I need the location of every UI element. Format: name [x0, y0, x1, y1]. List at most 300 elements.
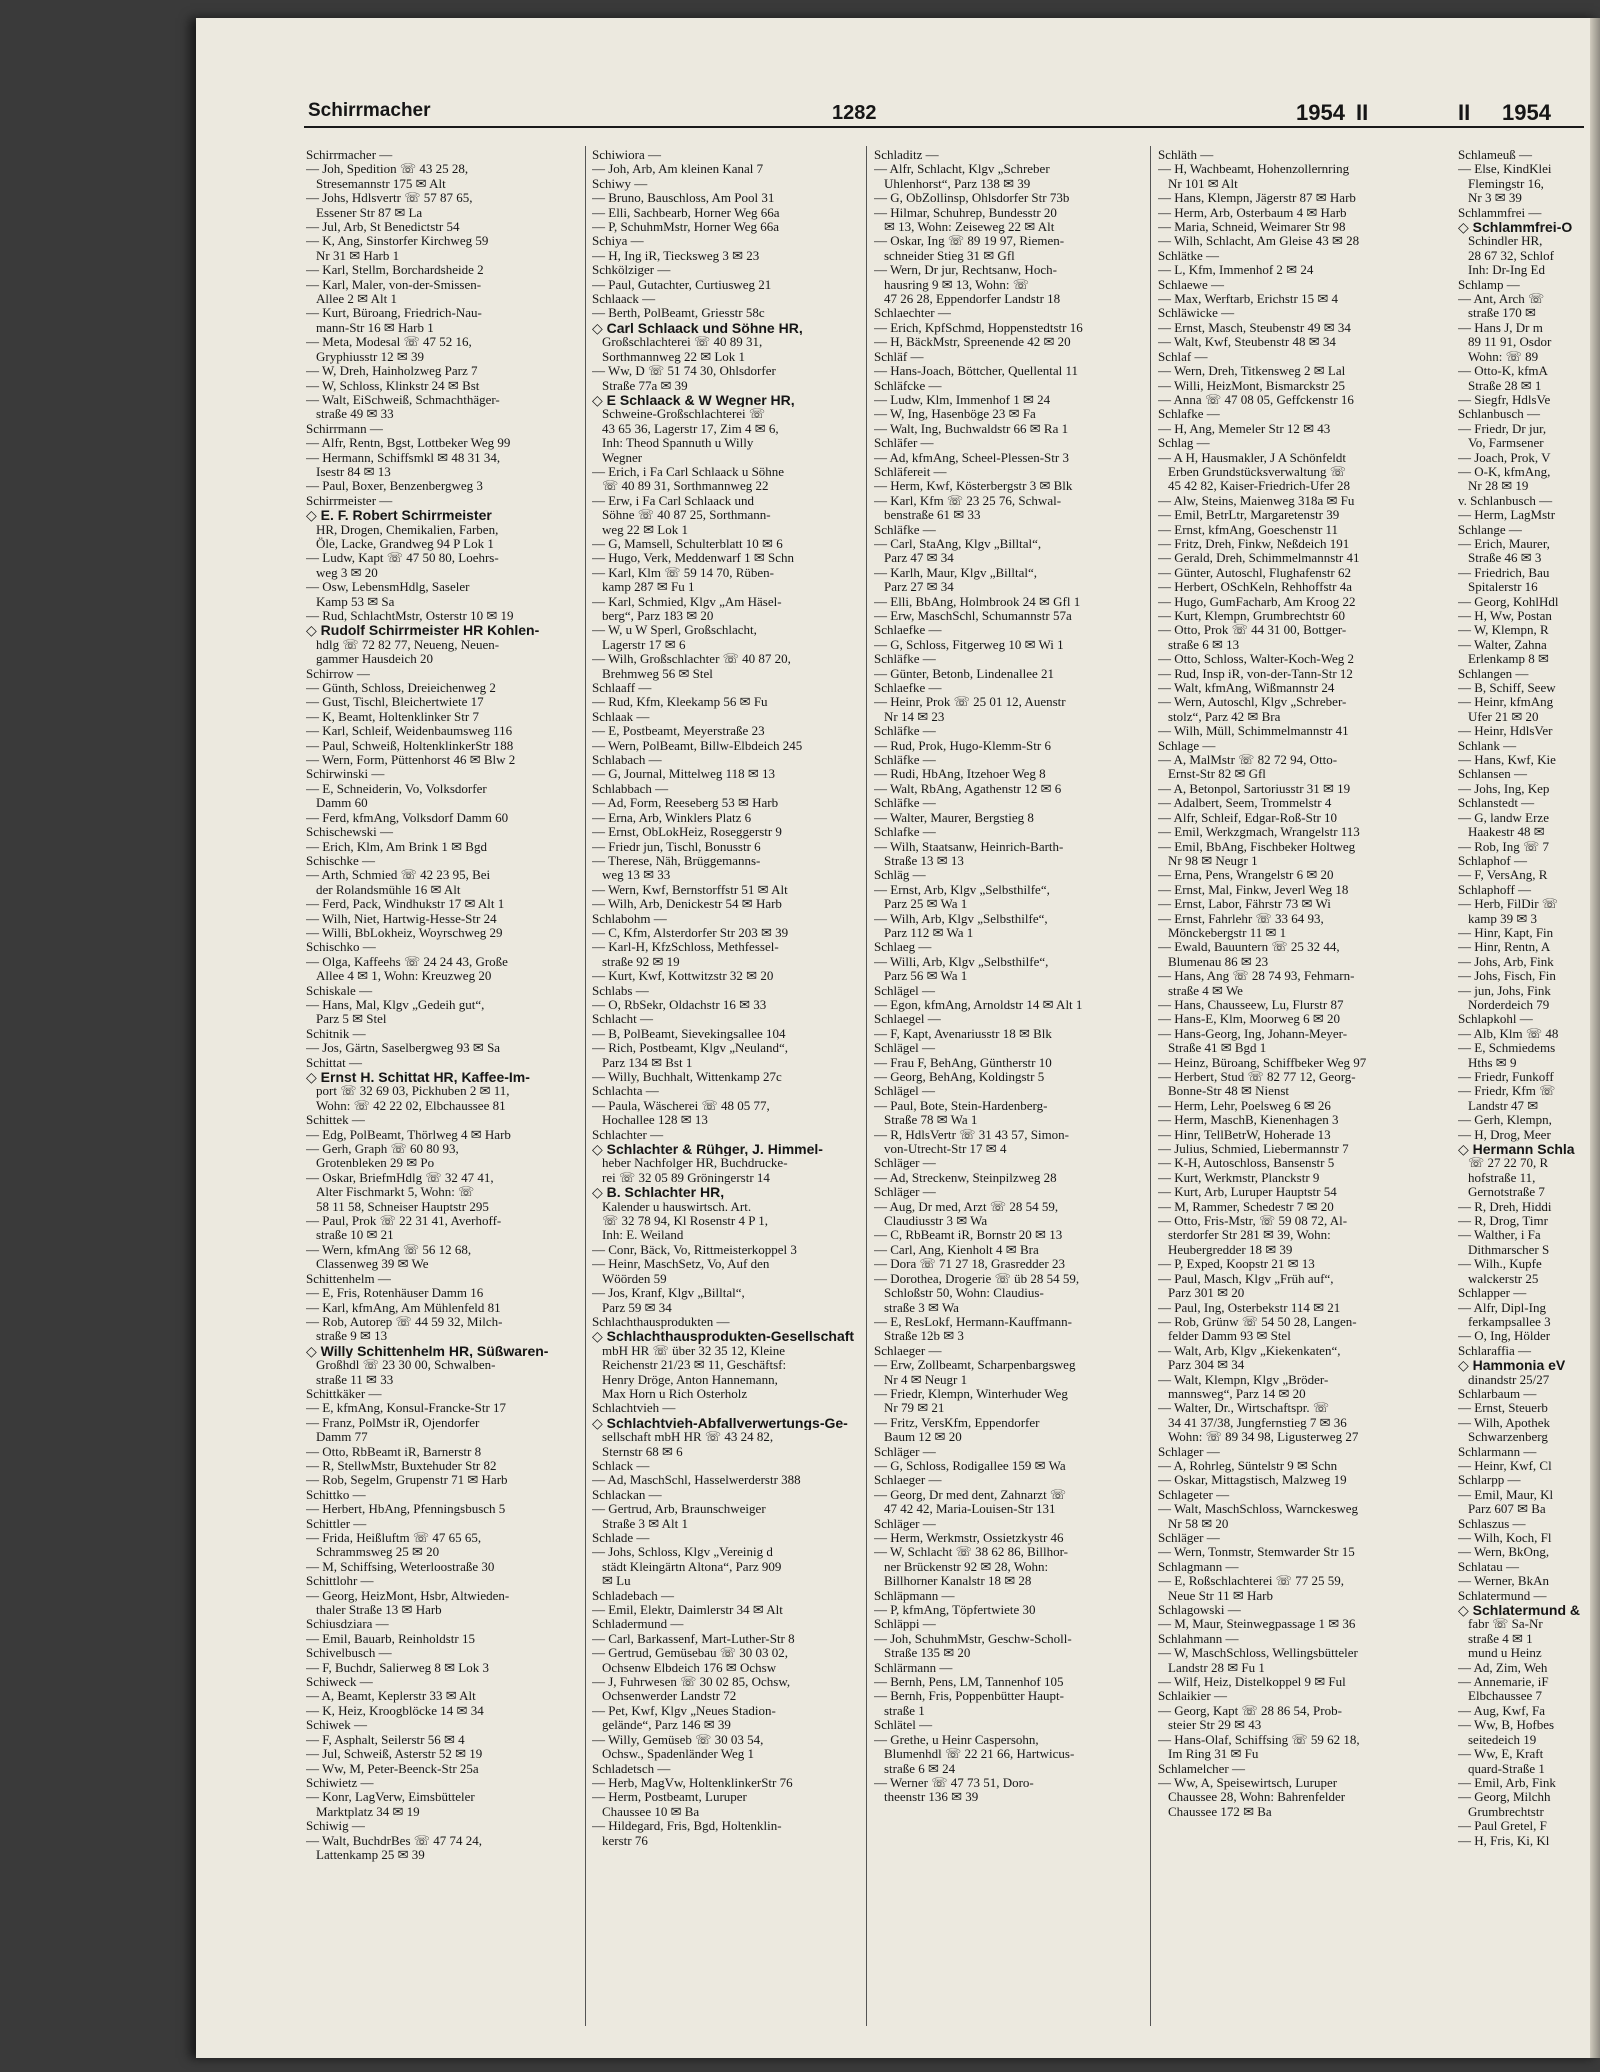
directory-entry: Schlack —: [592, 1458, 650, 1473]
directory-entry: Schlaeger —: [874, 1343, 942, 1358]
directory-entry: — Alfr, Dipl-Ing: [1458, 1300, 1546, 1315]
directory-entry: — Hugo, GumFacharb, Am Kroog 22: [1158, 594, 1356, 609]
directory-entry: — Rich, Postbeamt, Klgv „Neuland“,: [592, 1041, 789, 1056]
directory-entry: — Gerh, Graph ☏ 60 80 93,: [306, 1142, 459, 1157]
directory-entry: — G, Journal, Mittelweg 118 ✉ 13: [592, 767, 776, 782]
directory-entry: — Hans, Kwf, Kie: [1458, 753, 1556, 768]
directory-entry: — Kurt, Werkmstr, Planckstr 9: [1158, 1170, 1320, 1185]
directory-entry: ◇ Hermann Schla: [1458, 1142, 1575, 1157]
directory-entry: Billhorner Kanalstr 18 ✉ 28: [884, 1574, 1032, 1589]
directory-entry: — Osw, LebensmHdlg, Saseler: [306, 580, 470, 595]
directory-entry: — Hinr, TellBetrW, Hoherade 13: [1158, 1127, 1331, 1142]
directory-entry: — Walter, Dr., Wirtschaftspr. ☏: [1158, 1401, 1330, 1416]
directory-entry: Schlabohm —: [592, 911, 667, 926]
directory-entry: — Ad, Zim, Weh: [1458, 1660, 1548, 1675]
directory-entry: — Hans-Olaf, Schiffsing ☏ 59 62 18,: [1158, 1732, 1360, 1747]
directory-entry: — Otto, Schloss, Walter-Koch-Weg 2: [1158, 652, 1354, 667]
directory-entry: 28 67 32, Schlof: [1468, 248, 1554, 263]
directory-entry: Lattenkamp 25 ✉ 39: [316, 1847, 425, 1862]
directory-entry: Schlafke —: [1158, 407, 1220, 422]
directory-entry: mannsweg“, Parz 14 ✉ 20: [1168, 1386, 1306, 1401]
directory-entry: — Rob, Ing ☏ 7: [1458, 839, 1550, 854]
directory-entry: Chaussee 10 ✉ Ba: [602, 1804, 700, 1819]
directory-entry: Nr 31 ✉ Harb 1: [316, 248, 400, 263]
directory-entry: — Elli, BbAng, Holmbrook 24 ✉ Gfl 1: [874, 594, 1081, 609]
directory-entry: — E, Postbeamt, Meyerstraße 23: [592, 724, 765, 739]
directory-entry: Schlammfrei —: [1458, 205, 1542, 220]
directory-entry: — E, Schneiderin, Vo, Volksdorfer: [306, 781, 487, 796]
directory-entry: — Johs, Hdlsvertr ☏ 57 87 65,: [306, 191, 473, 206]
directory-entry: — B, Schiff, Seew: [1458, 681, 1556, 696]
directory-entry: — Ernst, Masch, Steubenstr 49 ✉ 34: [1158, 320, 1351, 335]
directory-entry: — Willi, Arb, Klgv „Selbsthilfe“,: [874, 954, 1049, 969]
directory-entry: — K, Beamt, Holtenklinker Str 7: [306, 709, 479, 724]
directory-entry: — Egon, kfmAng, Arnoldstr 14 ✉ Alt 1: [874, 997, 1083, 1012]
directory-entry: — Herbert, OSchKeln, Rehhoffstr 4a: [1158, 580, 1352, 595]
directory-entry: — Johs, Arb, Fink: [1458, 954, 1554, 969]
directory-entry: — Joh, Arb, Am kleinen Kanal 7: [592, 162, 764, 177]
directory-entry: mund u Heinz: [1468, 1646, 1542, 1661]
directory-entry: Straße 12b ✉ 3: [884, 1329, 964, 1344]
directory-entry: Ochsw., Spadenländer Weg 1: [602, 1747, 755, 1762]
directory-entry: — Conr, Bäck, Vo, Rittmeisterkoppel 3: [592, 1242, 797, 1257]
directory-entry: Essener Str 87 ✉ La: [316, 205, 423, 220]
directory-entry: — Otto, RbBeamt iR, Barnerstr 8: [306, 1444, 482, 1459]
directory-entry: Schlachter —: [592, 1127, 664, 1142]
directory-entry: Schlaraffia —: [1458, 1343, 1532, 1358]
directory-entry: — Paul, Boxer, Benzenbergweg 3: [306, 479, 483, 494]
directory-entry: — Georg, HeizMont, Hsbr, Altwieden-: [306, 1588, 510, 1603]
directory-entry: — A, Beamt, Keplerstr 33 ✉ Alt: [306, 1689, 476, 1704]
directory-entry: — Paul, Gutachter, Curtiusweg 21: [592, 277, 772, 292]
directory-entry: — Alb, Klm ☏ 48: [1458, 1026, 1559, 1041]
directory-entry: Schladitz —: [874, 148, 939, 162]
directory-entry: — Paul Gretel, F: [1458, 1819, 1547, 1834]
directory-entry: — Hans-Joach, Böttcher, Quellental 11: [874, 364, 1079, 379]
directory-entry: ferkampsallee 3: [1468, 1314, 1551, 1329]
directory-entry: Straße 77a ✉ 39: [602, 378, 688, 393]
directory-entry: — H, Ing iR, Tiecksweg 3 ✉ 23: [592, 248, 760, 263]
directory-entry: — Hans, Ang ☏ 28 74 93, Fehmarn-: [1158, 969, 1355, 984]
header-next-part: II: [1458, 100, 1471, 125]
directory-entry: — Herm, Kwf, Kösterbergstr 3 ✉ Blk: [874, 479, 1073, 494]
column-divider: [585, 146, 586, 2026]
directory-entry: — K, Heiz, Kroogblöcke 14 ✉ 34: [306, 1703, 484, 1718]
directory-entry: — Emil, Maur, Kl: [1458, 1487, 1554, 1502]
directory-entry: sterdorfer Str 281 ✉ 39, Wohn:: [1168, 1228, 1331, 1243]
directory-entry: — Herbert, HbAng, Pfenningsbusch 5: [306, 1502, 506, 1517]
directory-entry: sellschaft mbH HR ☏ 43 24 82,: [602, 1430, 774, 1445]
directory-entry: — O-K, kfmAng,: [1458, 464, 1551, 479]
directory-entry: ◇ Rudolf Schirrmeister HR Kohlen-: [306, 623, 540, 638]
directory-entry: straße 9 ✉ 13: [316, 1329, 388, 1344]
directory-entry: Schiwiora —: [592, 148, 661, 162]
directory-entry: — Ludw, Kapt ☏ 47 50 80, Loehrs-: [306, 551, 499, 566]
directory-entry: Parz 607 ✉ Ba: [1468, 1502, 1546, 1517]
directory-page: [196, 18, 1600, 2058]
directory-entry: — Aug, Kwf, Fa: [1458, 1703, 1546, 1718]
directory-entry: — Hinr, Kapt, Fin: [1458, 925, 1554, 940]
directory-entry: — Emil, Arb, Fink: [1458, 1775, 1556, 1790]
directory-entry: Damm 77: [316, 1430, 368, 1445]
directory-entry: — Wilh, Koch, Fl: [1458, 1531, 1552, 1545]
directory-entry: — Meta, Modesal ☏ 47 52 16,: [306, 335, 472, 350]
directory-entry: stolz“, Parz 42 ✉ Bra: [1168, 709, 1281, 724]
column-4: [1158, 148, 1433, 2028]
directory-entry: — Willi, BbLokheiz, Woyrschweg 29: [306, 925, 503, 940]
directory-entry: — A, Betonpol, Sartoriusstr 31 ✉ 19: [1158, 781, 1351, 796]
directory-entry: Schittenhelm —: [306, 1271, 391, 1286]
directory-entry: Schlaaff —: [592, 681, 652, 696]
directory-entry: Schlägel —: [874, 983, 936, 998]
directory-entry: Lagerstr 17 ✉ 6: [602, 637, 686, 652]
directory-entry: — Wern, Autoschl, Klgv „Schreber-: [1158, 695, 1347, 710]
directory-entry: — Hans, Chausseew, Lu, Flurstr 87: [1158, 997, 1344, 1012]
directory-entry: — Karl, Stellm, Borchardsheide 2: [306, 263, 484, 278]
directory-entry: — Pet, Kwf, Klgv „Neues Stadion-: [592, 1703, 776, 1718]
directory-entry: kamp 287 ✉ Fu 1: [602, 580, 695, 595]
directory-entry: kerstr 76: [602, 1833, 648, 1848]
directory-entry: Schlahmann —: [1158, 1631, 1239, 1646]
directory-entry: Parz 5 ✉ Stel: [316, 1012, 387, 1027]
directory-entry: ☏ 40 89 31, Sorthmannweg 22: [602, 479, 769, 494]
directory-entry: ☏ 32 78 94, Kl Rosenstr 4 P 1,: [602, 1214, 769, 1229]
directory-entry: Schlage —: [1158, 738, 1216, 753]
directory-entry: ✉ Lu: [602, 1574, 631, 1589]
directory-entry: — Kurt, Kwf, Kottwitzstr 32 ✉ 20: [592, 969, 774, 984]
directory-entry: berg“, Parz 183 ✉ 20: [602, 609, 714, 623]
directory-entry: Schlärmann —: [874, 1660, 953, 1675]
directory-entry: Elbchaussee 7: [1468, 1689, 1543, 1704]
directory-entry: — Frau F, BehAng, Güntherstr 10: [874, 1055, 1052, 1070]
directory-entry: — Walt, EiSchweiß, Schmachthäger-: [306, 392, 500, 407]
directory-entry: — Kurt, Büroang, Friedrich-Nau-: [306, 306, 482, 321]
directory-entry: Parz 301 ✉ 20: [1168, 1286, 1245, 1301]
directory-entry: — Walt, Ing, Buchwaldstr 66 ✉ Ra 1: [874, 421, 1069, 436]
directory-entry: mbH HR ☏ über 32 35 12, Kleine: [602, 1343, 786, 1358]
directory-entry: — M, Schiffsing, Weterloostraße 30: [306, 1559, 495, 1574]
directory-entry: Hths ✉ 9: [1468, 1055, 1517, 1070]
directory-entry: Ochsenwerder Landstr 72: [602, 1689, 737, 1704]
directory-entry: ◇ Schlatermund &: [1458, 1603, 1581, 1618]
directory-entry: — Werner ☏ 47 73 51, Doro-: [874, 1775, 1034, 1790]
directory-entry: — W, Schlacht ☏ 38 62 86, Billhor-: [874, 1545, 1069, 1560]
directory-entry: — Ww, B, Hofbes: [1458, 1718, 1555, 1733]
directory-entry: — Emil, Bauarb, Reinholdstr 15: [306, 1631, 475, 1646]
header-year: 1954: [1296, 100, 1345, 125]
directory-entry: — Wilh, Arb, Denickestr 54 ✉ Harb: [592, 897, 782, 912]
directory-entry: — W, Klempn, R: [1458, 623, 1549, 638]
directory-entry: Schlamp —: [1458, 277, 1520, 292]
directory-entry: Schläfke —: [874, 796, 936, 811]
directory-entry: Schläfke —: [874, 724, 936, 739]
directory-entry: — Julius, Schmied, Liebermannstr 7: [1158, 1142, 1349, 1157]
directory-entry: Schladebach —: [592, 1588, 674, 1603]
directory-entry: Schläfke —: [874, 522, 936, 537]
directory-entry: Stresemannstr 175 ✉ Alt: [316, 176, 446, 191]
directory-entry: straße 1: [884, 1703, 925, 1718]
directory-entry: — Frida, Heißluftm ☏ 47 65 65,: [306, 1531, 482, 1545]
directory-entry: — Gerald, Dreh, Schimmelmannstr 41: [1158, 551, 1360, 566]
directory-entry: — Herm, Postbeamt, Luruper: [592, 1790, 747, 1805]
directory-entry: — Günter, Betonb, Lindenallee 21: [874, 666, 1054, 681]
directory-entry: Schlade —: [592, 1531, 650, 1545]
directory-entry: — Walt, BuchdrBes ☏ 47 74 24,: [306, 1833, 483, 1848]
directory-entry: der Rolandsmühle 16 ✉ Alt: [316, 882, 461, 897]
directory-entry: straße 49 ✉ 33: [316, 407, 394, 422]
directory-entry: — K-H, Autoschloss, Bansenstr 5: [1158, 1156, 1335, 1171]
header-part: II: [1356, 100, 1369, 125]
header-next-year: 1954: [1502, 100, 1551, 125]
directory-entry: — Maria, Schneid, Weimarer Str 98: [1158, 220, 1346, 235]
directory-entry: Nr 3 ✉ 39: [1468, 191, 1522, 206]
directory-entry: 89 11 91, Osdor: [1468, 335, 1552, 350]
directory-entry: Schlaack —: [592, 292, 656, 307]
directory-entry: — Karlh, Maur, Klgv „Billtal“,: [874, 565, 1038, 580]
page-header: [196, 90, 1600, 130]
directory-entry: — Johs, Schloss, Klgv „Vereinig d: [592, 1545, 773, 1560]
directory-entry: — Elli, Sachbearb, Horner Weg 66a: [592, 205, 780, 220]
directory-entry: — Jul, Arb, St Benedictstr 54: [306, 220, 460, 235]
directory-entry: — Ernst, Labor, Fährstr 73 ✉ Wi: [1158, 897, 1331, 912]
directory-entry: — Carl, StaAng, Klgv „Billtal“,: [874, 536, 1042, 551]
directory-entry: — G, landw Erze: [1458, 810, 1549, 825]
directory-entry: ◇ Schlachter & Rühger, J. Himmel-: [592, 1142, 823, 1157]
directory-entry: — Hans-E, Klm, Moorweg 6 ✉ 20: [1158, 1012, 1341, 1027]
directory-entry: — Emil, BbAng, Fischbeker Holtweg: [1158, 839, 1356, 854]
directory-entry: — Wilh, Niet, Hartwig-Hesse-Str 24: [306, 911, 497, 926]
directory-entry: — Rob, Grünw ☏ 54 50 28, Langen-: [1158, 1314, 1357, 1329]
directory-entry: Schiwietz —: [306, 1775, 374, 1790]
directory-entry: Schlaphof —: [1458, 853, 1527, 868]
directory-entry: heber Nachfolger HR, Buchdrucke-: [602, 1156, 788, 1171]
directory-entry: Schladetsch —: [592, 1761, 671, 1776]
directory-entry: straße 4 ✉ 1: [1468, 1631, 1533, 1646]
directory-entry: port ☏ 32 69 03, Pickhuben 2 ✉ 11,: [316, 1084, 510, 1099]
directory-entry: — Karl, Schmied, Klgv „Am Häsel-: [592, 594, 782, 609]
directory-entry: Schlapkohl —: [1458, 1012, 1533, 1027]
directory-entry: von-Utrecht-Str 17 ✉ 4: [884, 1142, 1007, 1157]
directory-entry: Schlanstedt —: [1458, 796, 1535, 811]
directory-entry: — Georg, Milchh: [1458, 1790, 1551, 1805]
directory-entry: — Walt, RbAng, Agathenstr 12 ✉ 6: [874, 781, 1062, 796]
directory-entry: — Paul, Schweiß, HoltenklinkerStr 188: [306, 738, 514, 753]
directory-entry: — Wilf, Heiz, Distelkoppel 9 ✉ Ful: [1158, 1675, 1346, 1690]
directory-entry: — P, kfmAng, Töpfertwiete 30: [874, 1603, 1036, 1618]
directory-entry: — Ernst, Steuerb: [1458, 1401, 1548, 1416]
directory-entry: — Erich, Klm, Am Brink 1 ✉ Bgd: [306, 839, 487, 854]
directory-entry: — Erich, i Fa Carl Schlaack u Söhne: [592, 464, 785, 479]
directory-entry: — Dora ☏ 71 27 18, Grasredder 23: [874, 1257, 1065, 1272]
directory-entry: Allee 4 ✉ 1, Wohn: Kreuzweg 20: [316, 969, 492, 984]
directory-entry: Inh: Dr-Ing Ed: [1468, 263, 1545, 278]
directory-entry: Gryphiusstr 12 ✉ 39: [316, 349, 425, 364]
directory-entry: hausring 9 ✉ 13, Wohn: ☏: [884, 277, 1030, 292]
directory-entry: — Joh, SchuhmMstr, Geschw-Scholl-: [874, 1631, 1072, 1646]
directory-entry: Isestr 84 ✉ 13: [316, 464, 391, 479]
directory-entry: — A H, Hausmakler, J A Schönfeldt: [1158, 450, 1346, 465]
directory-entry: benstraße 61 ✉ 33: [884, 508, 981, 523]
directory-entry: Schweine-Großschlachterei ☏: [602, 407, 766, 422]
directory-entry: — Ww, A, Speisewirtsch, Luruper: [1158, 1775, 1338, 1790]
directory-entry: — Heinr, kfmAng: [1458, 695, 1554, 710]
column-5: [1458, 148, 1588, 2028]
directory-entry: Parz 304 ✉ 34: [1168, 1358, 1245, 1373]
directory-entry: ◇ E Schlaack & W Wegner HR,: [592, 392, 795, 408]
directory-entry: Reichenstr 21/23 ✉ 11, Geschäftsf:: [602, 1358, 787, 1373]
directory-entry: Schiwy —: [592, 176, 648, 191]
directory-entry: Wohn: ☏ 89: [1468, 349, 1539, 364]
directory-entry: — Emil, Werkzgmach, Wrangelstr 113: [1158, 825, 1360, 840]
header-rule: [304, 126, 1584, 128]
directory-entry: Ernst-Str 82 ✉ Gfl: [1168, 767, 1266, 782]
directory-entry: — Ludw, Klm, Immenhof 1 ✉ 24: [874, 392, 1051, 407]
directory-entry: Schloßstr 50, Wohn: Claudius-: [884, 1286, 1044, 1301]
directory-entry: — Walter, Zahna: [1458, 637, 1547, 652]
directory-entry: Schlagmann —: [1158, 1559, 1239, 1574]
directory-entry: Schladermund —: [592, 1617, 684, 1632]
directory-entry: — Wilh, Arb, Klgv „Selbsthilfe“,: [874, 911, 1048, 926]
directory-entry: hofstraße 11,: [1468, 1170, 1536, 1185]
directory-entry: Nr 4 ✉ Neugr 1: [884, 1372, 968, 1387]
directory-entry: Grumbrechtstr: [1468, 1804, 1544, 1819]
directory-entry: städt Kleingärtn Altona“, Parz 909: [602, 1559, 782, 1574]
directory-entry: — Dorothea, Drogerie ☏ üb 28 54 59,: [874, 1271, 1080, 1286]
directory-entry: Schiskale —: [306, 983, 373, 998]
directory-entry: Schlaefke —: [874, 681, 942, 696]
directory-entry: Schlaefke —: [874, 623, 942, 638]
directory-entry: — Georg, Dr med dent, Zahnarzt ☏: [874, 1487, 1067, 1502]
directory-entry: — H, Drog, Meer: [1458, 1127, 1551, 1142]
directory-entry: Schlägel —: [874, 1041, 936, 1056]
directory-entry: — Karl, Schleif, Weidenbaumsweg 116: [306, 724, 513, 739]
directory-entry: Mönckebergstr 11 ✉ 1: [1168, 925, 1287, 940]
directory-entry: — Walt, kfmAng, Wißmannstr 24: [1158, 681, 1335, 696]
directory-entry: — Heinr, HdlsVer: [1458, 724, 1553, 739]
column-divider: [866, 146, 867, 2026]
directory-entry: — Ernst, kfmAng, Goeschenstr 11: [1158, 522, 1339, 537]
directory-entry: Schischke —: [306, 853, 375, 868]
directory-entry: Schlameuß —: [1458, 148, 1533, 162]
directory-entry: ◇ E. F. Robert Schirrmeister: [306, 508, 492, 523]
directory-entry: — Jul, Schweiß, Asterstr 52 ✉ 19: [306, 1747, 483, 1762]
directory-entry: Vo, Farmsener: [1468, 436, 1544, 451]
directory-entry: 58 11 58, Schneiser Hauptstr 295: [316, 1199, 489, 1214]
directory-entry: Schirrow —: [306, 666, 370, 681]
directory-entry: Inh: E. Weiland: [602, 1228, 684, 1243]
directory-entry: Schläger —: [1158, 1531, 1220, 1545]
directory-entry: Blumenau 86 ✉ 23: [1168, 954, 1269, 969]
directory-entry: Dithmarscher S: [1468, 1242, 1550, 1257]
directory-entry: — Hinr, Rentn, A: [1458, 940, 1551, 955]
directory-entry: — Wern, BkOng,: [1458, 1545, 1550, 1560]
directory-entry: — Wern, PolBeamt, Billw-Elbdeich 245: [592, 738, 803, 753]
directory-entry: Schlank —: [1458, 738, 1517, 753]
directory-entry: — Herm, Werkmstr, Ossietzkystr 46: [874, 1531, 1064, 1545]
directory-entry: Erben Grundstücksverwaltung ☏: [1168, 464, 1346, 479]
directory-entry: — Herm, LagMstr: [1458, 508, 1556, 523]
directory-entry: hdlg ☏ 72 82 77, Neueng, Neuen-: [316, 637, 500, 652]
directory-entry: Schlaewe —: [1158, 277, 1225, 292]
directory-entry: Schläfcke —: [874, 378, 942, 393]
directory-entry: — Wilh., Kupfe: [1458, 1257, 1542, 1272]
directory-entry: — Hans-Georg, Ing, Johann-Meyer-: [1158, 1026, 1348, 1041]
directory-entry: — E, kfmAng, Konsul-Francke-Str 17: [306, 1401, 507, 1416]
directory-entry: — Ad, Form, Reeseberg 53 ✉ Harb: [592, 796, 779, 811]
directory-entry: — Therese, Näh, Brüggemanns-: [592, 853, 761, 868]
directory-entry: — Carl, Barkassenf, Mart-Luther-Str 8: [592, 1631, 795, 1646]
directory-entry: — E, ResLokf, Hermann-Kauffmann-: [874, 1314, 1072, 1329]
directory-entry: — Erw, i Fa Carl Schlaack und: [592, 493, 754, 508]
directory-entry: — E, Roßschlachterei ☏ 77 25 59,: [1158, 1574, 1344, 1589]
directory-entry: — Hugo, Verk, Meddenwarf 1 ✉ Schn: [592, 551, 795, 566]
directory-entry: Bonne-Str 48 ✉ Nienst: [1168, 1084, 1290, 1099]
directory-entry: steier Str 29 ✉ 43: [1168, 1718, 1262, 1733]
directory-entry: — Hermann, Schiffsmkl ✉ 48 31 34,: [306, 450, 501, 465]
directory-entry: Ufer 21 ✉ 20: [1468, 709, 1539, 724]
directory-entry: — Jos, Gärtn, Saselbergweg 93 ✉ Sa: [306, 1041, 501, 1056]
directory-entry: gelände“, Parz 146 ✉ 39: [602, 1718, 731, 1733]
directory-entry: — Hans, Klempn, Jägerstr 87 ✉ Harb: [1158, 191, 1356, 206]
directory-entry: ☏ 27 22 70, R: [1468, 1156, 1549, 1171]
directory-entry: — Olga, Kaffeehs ☏ 24 24 43, Große: [306, 954, 508, 969]
directory-entry: straße 92 ✉ 19: [602, 954, 680, 969]
directory-entry: — Gerh, Klempn,: [1458, 1113, 1552, 1128]
column-divider: [1150, 146, 1151, 2026]
directory-entry: — F, Buchdr, Salierweg 8 ✉ Lok 3: [306, 1660, 490, 1675]
directory-entry: — Rud, Prok, Hugo-Klemm-Str 6: [874, 738, 1051, 753]
directory-entry: ◇ Carl Schlaack und Söhne HR,: [592, 320, 803, 336]
directory-entry: — Ad, kfmAng, Scheel-Plessen-Str 3: [874, 450, 1069, 465]
directory-entry: Parz 56 ✉ Wa 1: [884, 969, 968, 984]
directory-entry: — E, Fris, Rotenhäuser Damm 16: [306, 1286, 484, 1301]
directory-entry: Schlaikier —: [1158, 1689, 1227, 1704]
directory-entry: — Willy, Gemüseb ☏ 30 03 54,: [592, 1732, 764, 1747]
directory-entry: Brehmweg 56 ✉ Stel: [602, 666, 713, 681]
directory-entry: — Willi, HeizMont, Bismarckstr 25: [1158, 378, 1345, 393]
directory-entry: — Walt, Klempn, Klgv „Bröder-: [1158, 1372, 1329, 1387]
directory-entry: — Ad, Streckenw, Steinpilzweg 28: [874, 1170, 1057, 1185]
directory-entry: — Franz, PolMstr iR, Ojendorfer: [306, 1415, 480, 1430]
directory-entry: Schlamelcher —: [1158, 1761, 1245, 1776]
directory-entry: — Siegfr, HdlsVe: [1458, 392, 1551, 407]
directory-entry: — Joach, Prok, V: [1458, 450, 1551, 465]
directory-entry: — Alfr, Schleif, Edgar-Roß-Str 10: [1158, 810, 1338, 825]
directory-entry: — Wern, Tonmstr, Stemwarder Str 15: [1158, 1545, 1355, 1560]
directory-entry: Schittko —: [306, 1487, 366, 1502]
directory-entry: — Ernst, Arb, Klgv „Selbsthilfe“,: [874, 882, 1050, 897]
directory-entry: Schlaszus —: [1458, 1516, 1526, 1531]
directory-entry: — Johs, Fisch, Fin: [1458, 969, 1556, 984]
directory-entry: — W, MaschSchloss, Wellingsbütteler: [1158, 1646, 1358, 1661]
directory-entry: — Ernst, Mal, Finkw, Jeverl Weg 18: [1158, 882, 1349, 897]
directory-entry: — Herb, MagVw, HoltenklinkerStr 76: [592, 1775, 793, 1790]
directory-entry: ner Brückenstr 92 ✉ 28, Wohn:: [884, 1559, 1049, 1574]
directory-entry: Sorthmannweg 22 ✉ Lok 1: [602, 349, 746, 364]
directory-entry: — Werner, BkAn: [1458, 1574, 1549, 1589]
directory-entry: ✉ 13, Wohn: Zeiseweg 22 ✉ Alt: [884, 220, 1055, 235]
directory-entry: v. Schlanbusch —: [1458, 493, 1553, 508]
directory-entry: Schlaegel —: [874, 1012, 941, 1027]
directory-entry: — Ewald, Bauuntern ☏ 25 32 44,: [1158, 940, 1340, 955]
directory-entry: Schlachtvieh —: [592, 1401, 676, 1416]
directory-entry: Schlägel —: [874, 1084, 936, 1099]
directory-entry: Spitalerstr 16: [1468, 580, 1538, 595]
directory-entry: — Wern, kfmAng ☏ 56 12 68,: [306, 1242, 472, 1257]
directory-entry: — Arth, Schmied ☏ 42 23 95, Bei: [306, 868, 491, 883]
directory-entry: Haakestr 48 ✉: [1468, 825, 1545, 840]
directory-entry: — G, Schloss, Fitgerweg 10 ✉ Wi 1: [874, 637, 1064, 652]
